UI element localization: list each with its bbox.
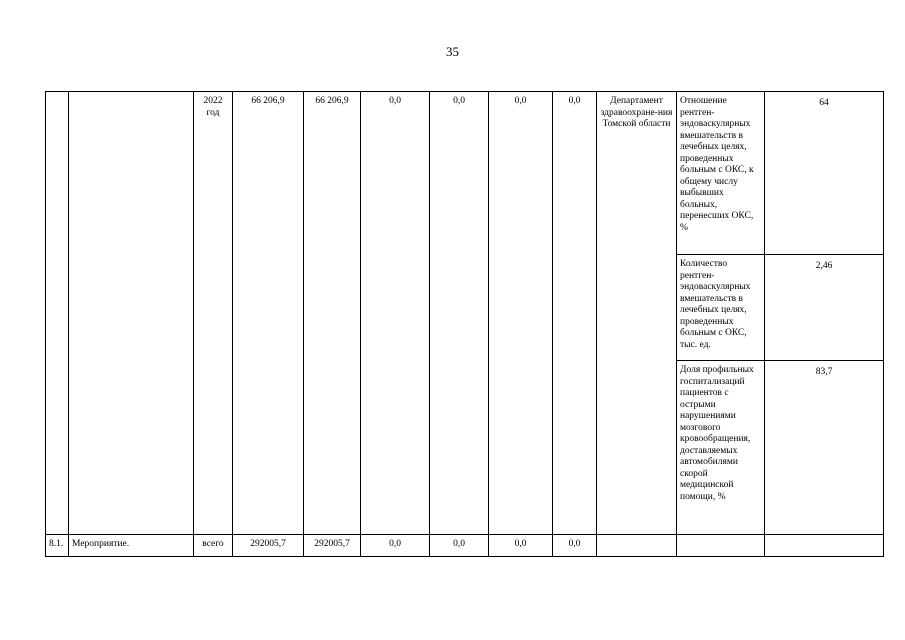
indicator-value: 83,7 [765,361,884,535]
indicator-name: Количество рентген-эндоваскулярных вмешательств в лечебных целях, проведенных больным с ОКС, тыс. ед. [677,255,765,361]
cell-col4: 0,0 [489,535,553,557]
cell-name [69,92,194,535]
program-table [45,91,884,557]
cell-period: всего [194,535,233,557]
indicator-name: Доля профильных госпитализаций пациентов с острыми нарушениями мозгового кровообращения, доставляемых автомобилями скорой медицинской помощи, % [677,361,765,535]
indicator-value: 64 [765,92,884,255]
cell-period: 2022 год [194,92,233,535]
cell-number [46,92,69,535]
cell-total: 292005,7 [233,535,304,557]
cell-executor [597,535,677,557]
indicator-name: Отношение рентген-эндоваскулярных вмешательств в лечебных целях, проведенных больным с ОКС, к общему числу выбывших больных, перенесших ОКС, % [677,92,765,255]
cell-col1: 66 206,9 [304,92,361,535]
cell-total: 66 206,9 [233,92,304,535]
cell-col2: 0,0 [361,92,430,535]
cell-col1: 292005,7 [304,535,361,557]
page-number: 35 [446,44,459,59]
cell-col5: 0,0 [553,535,597,557]
cell-executor: Департамент здравоохране-ния Томской области [597,92,677,535]
indicator-value: 2,46 [765,255,884,361]
cell-number: 8.1. [46,535,69,557]
indicator-name [677,535,765,557]
indicator-value [765,535,884,557]
cell-name: Мероприятие. [69,535,194,557]
cell-col5: 0,0 [553,92,597,535]
table-row [46,92,884,255]
cell-col2: 0,0 [361,535,430,557]
table-row [46,535,884,557]
cell-col3: 0,0 [430,92,489,535]
cell-col4: 0,0 [489,92,553,535]
cell-col3: 0,0 [430,535,489,557]
